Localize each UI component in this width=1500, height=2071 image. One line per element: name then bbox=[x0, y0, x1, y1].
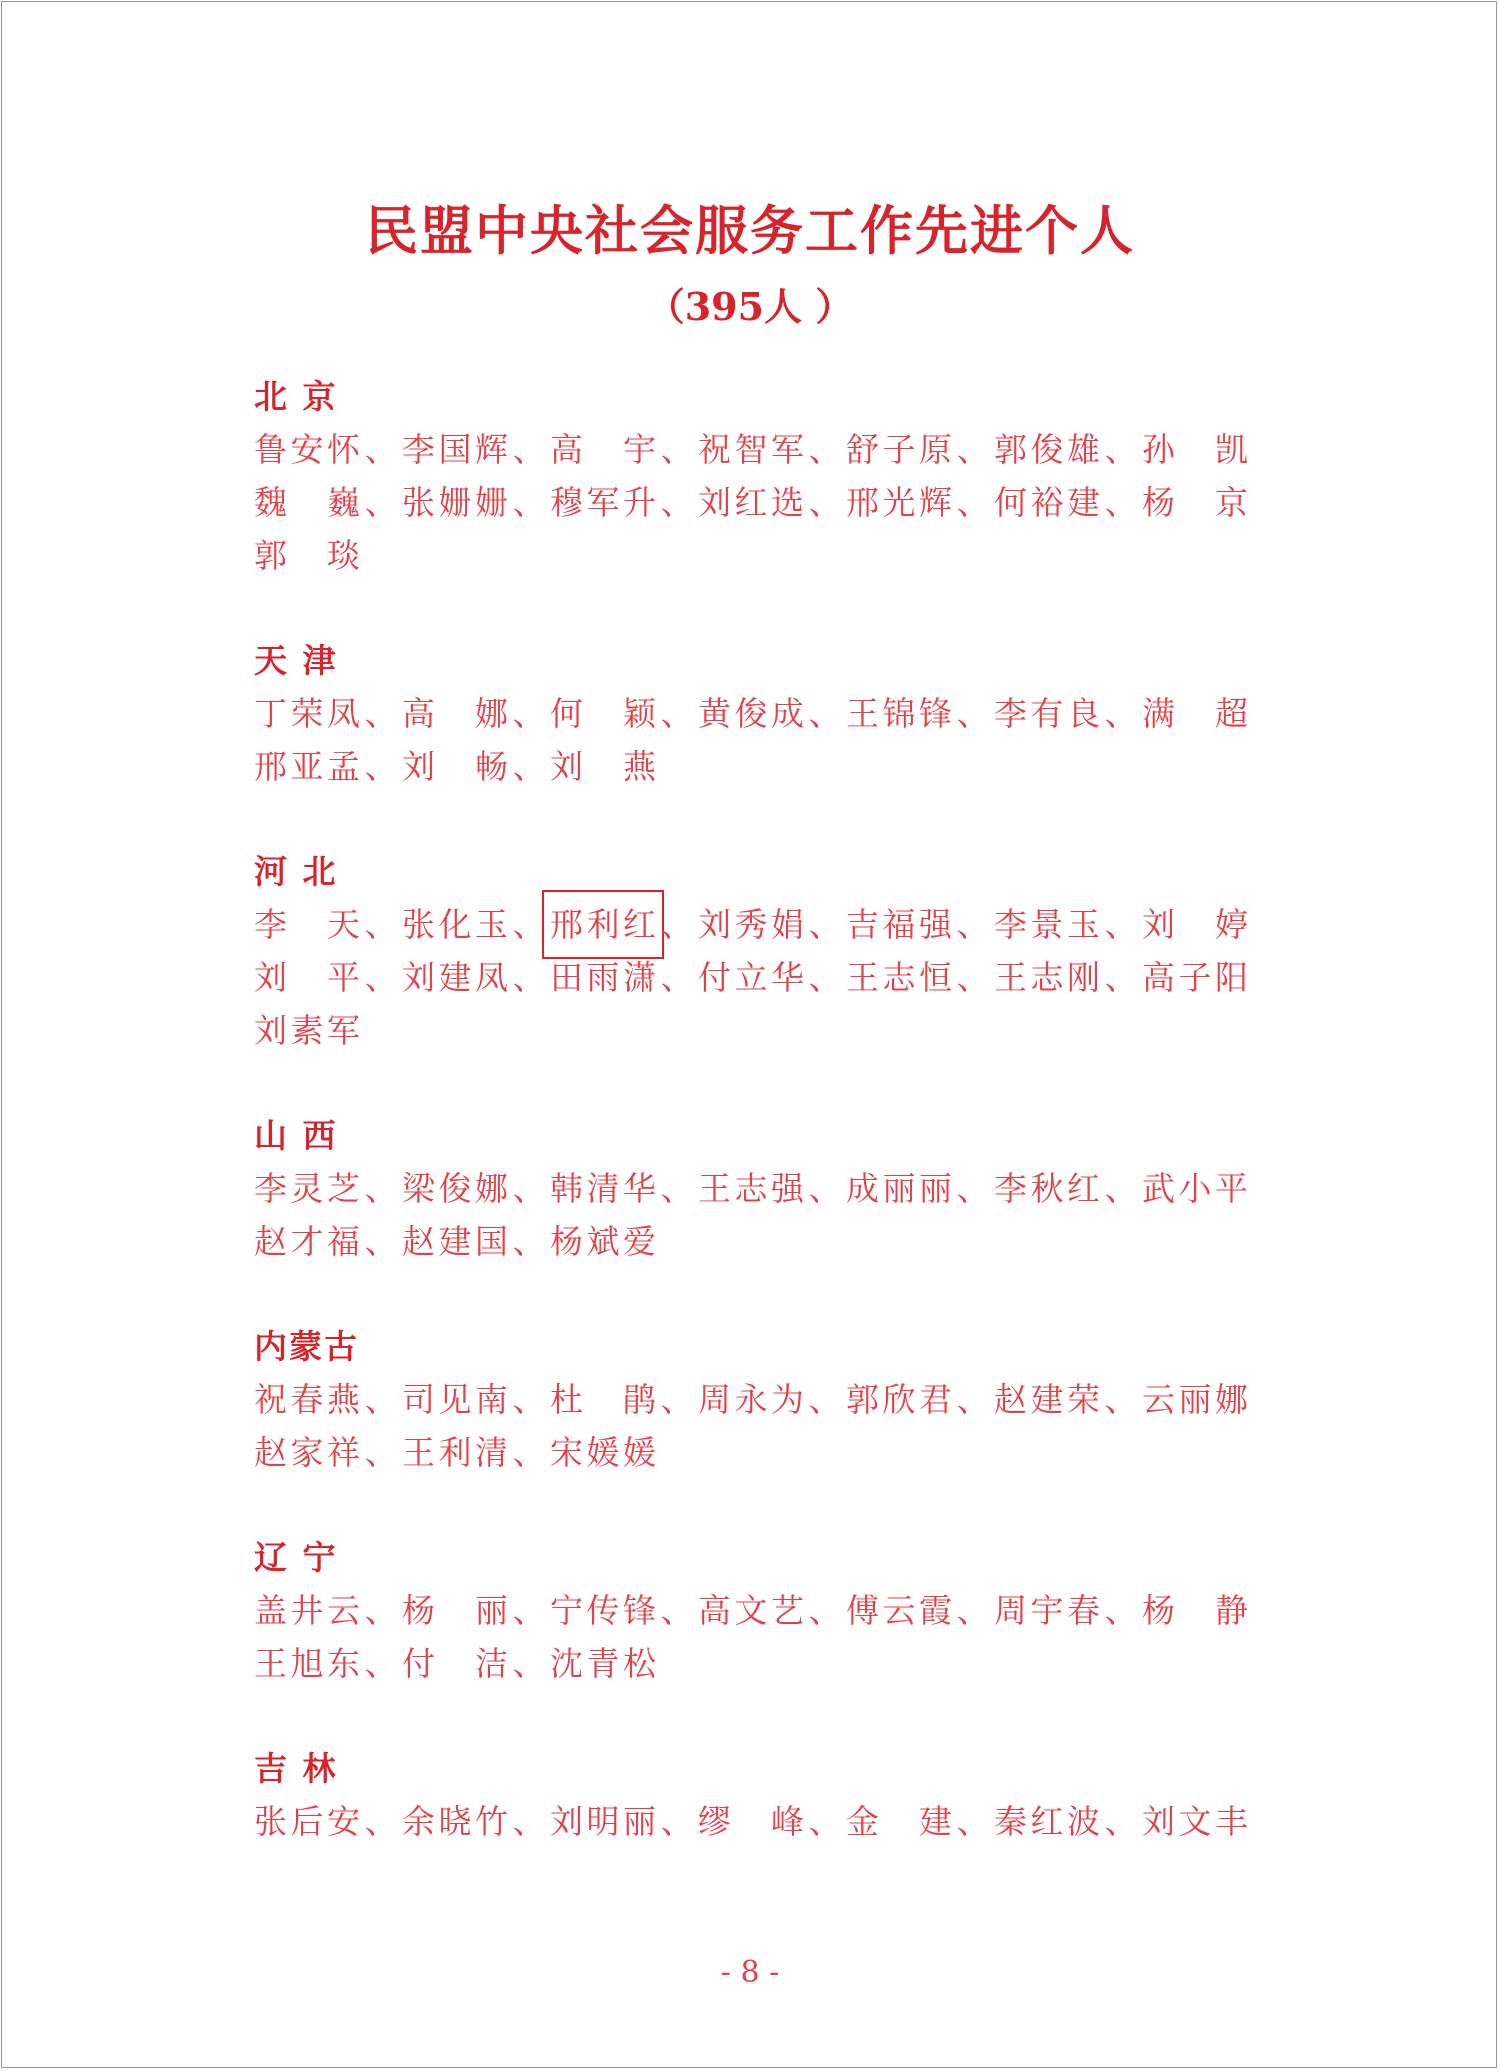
name-separator: 、 bbox=[512, 430, 546, 469]
person-name: 刘素军 bbox=[254, 1011, 360, 1050]
person-name: 郭俊雄 bbox=[994, 430, 1100, 469]
person-name: 刘明丽 bbox=[550, 1802, 656, 1841]
name-separator: 、 bbox=[364, 1802, 398, 1841]
name-separator: 、 bbox=[1104, 483, 1138, 522]
person-name: 傅云霞 bbox=[846, 1591, 952, 1630]
region-section bbox=[254, 845, 1254, 1057]
names-line bbox=[254, 1215, 1254, 1268]
person-name: 高文艺 bbox=[698, 1591, 804, 1630]
name-separator: 、 bbox=[808, 905, 842, 944]
names-line bbox=[254, 476, 1254, 529]
name-separator: 、 bbox=[808, 1802, 842, 1841]
person-name: 韩清华 bbox=[550, 1169, 656, 1208]
region-heading: 天 津 bbox=[254, 641, 338, 680]
person-name: 刘 畅 bbox=[402, 747, 508, 786]
name-separator: 、 bbox=[512, 1433, 546, 1472]
person-name: 吉福强 bbox=[846, 905, 952, 944]
person-name: 余晓竹 bbox=[402, 1802, 508, 1841]
name-separator: 、 bbox=[956, 1380, 990, 1419]
person-name: 盖井云 bbox=[254, 1591, 360, 1630]
page-subtitle: （395人 ） bbox=[646, 284, 854, 329]
name-separator: 、 bbox=[364, 747, 398, 786]
name-separator: 、 bbox=[364, 958, 398, 997]
region-heading: 吉 林 bbox=[254, 1749, 338, 1788]
region-heading: 河 北 bbox=[254, 852, 338, 891]
name-separator: 、 bbox=[660, 905, 694, 944]
names-line bbox=[254, 1004, 1254, 1057]
name-separator: 、 bbox=[808, 430, 842, 469]
page-number: - 8 - bbox=[720, 1955, 780, 1990]
person-name: 刘 平 bbox=[254, 958, 360, 997]
name-separator: 、 bbox=[512, 483, 546, 522]
name-separator: 、 bbox=[956, 1802, 990, 1841]
name-separator: 、 bbox=[364, 1433, 398, 1472]
person-name: 赵建荣 bbox=[994, 1380, 1100, 1419]
person-name: 张后安 bbox=[254, 1802, 360, 1841]
names-line bbox=[254, 529, 1254, 582]
names-line bbox=[254, 1373, 1254, 1426]
person-name: 王志刚 bbox=[994, 958, 1100, 997]
person-name: 邢亚孟 bbox=[254, 747, 360, 786]
person-name: 付 洁 bbox=[402, 1644, 508, 1683]
names-line bbox=[254, 1584, 1254, 1637]
person-name: 高 宇 bbox=[550, 430, 656, 469]
person-name: 刘红选 bbox=[698, 483, 804, 522]
name-separator: 、 bbox=[512, 905, 546, 944]
names-line bbox=[254, 687, 1254, 740]
name-separator: 、 bbox=[364, 1591, 398, 1630]
person-name: 李景玉 bbox=[994, 905, 1100, 944]
person-name: 周永为 bbox=[698, 1380, 804, 1419]
name-separator: 、 bbox=[1104, 1591, 1138, 1630]
person-name: 王志恒 bbox=[846, 958, 952, 997]
name-separator: 、 bbox=[1104, 1169, 1138, 1208]
region-section bbox=[254, 370, 1254, 582]
name-separator: 、 bbox=[956, 1591, 990, 1630]
person-name: 缪 峰 bbox=[698, 1802, 804, 1841]
name-separator: 、 bbox=[660, 958, 694, 997]
name-separator: 、 bbox=[1104, 1802, 1138, 1841]
region-section bbox=[254, 634, 1254, 793]
name-separator: 、 bbox=[808, 483, 842, 522]
person-name: 杨 静 bbox=[1142, 1591, 1248, 1630]
name-separator: 、 bbox=[512, 1380, 546, 1419]
name-separator: 、 bbox=[512, 694, 546, 733]
names-line bbox=[254, 1162, 1254, 1215]
name-separator: 、 bbox=[512, 1644, 546, 1683]
name-separator: 、 bbox=[660, 694, 694, 733]
names-line bbox=[254, 1426, 1254, 1479]
person-name: 付立华 bbox=[698, 958, 804, 997]
person-name: 李 天 bbox=[254, 905, 360, 944]
person-name: 王利清 bbox=[402, 1433, 508, 1472]
name-separator: 、 bbox=[1104, 694, 1138, 733]
name-separator: 、 bbox=[364, 1644, 398, 1683]
name-separator: 、 bbox=[956, 1169, 990, 1208]
person-name: 鲁安怀 bbox=[254, 430, 360, 469]
person-name: 梁俊娜 bbox=[402, 1169, 508, 1208]
name-separator: 、 bbox=[364, 694, 398, 733]
person-name: 舒子原 bbox=[846, 430, 952, 469]
person-name: 何 颖 bbox=[550, 694, 656, 733]
names-line bbox=[254, 1637, 1254, 1690]
name-separator: 、 bbox=[660, 483, 694, 522]
name-separator: 、 bbox=[808, 1380, 842, 1419]
person-name: 宁传锋 bbox=[550, 1591, 656, 1630]
name-separator: 、 bbox=[956, 430, 990, 469]
person-name: 沈青松 bbox=[550, 1644, 656, 1683]
name-separator: 、 bbox=[660, 1802, 694, 1841]
page-title: 民盟中央社会服务工作先进个人 bbox=[365, 200, 1135, 262]
names-line bbox=[254, 898, 1254, 951]
name-separator: 、 bbox=[956, 958, 990, 997]
name-separator: 、 bbox=[808, 958, 842, 997]
person-name: 满 超 bbox=[1142, 694, 1248, 733]
person-name: 李灵芝 bbox=[254, 1169, 360, 1208]
region-section bbox=[254, 1531, 1254, 1690]
person-name: 成丽丽 bbox=[846, 1169, 952, 1208]
person-name: 郭欣君 bbox=[846, 1380, 952, 1419]
person-name: 武小平 bbox=[1142, 1169, 1248, 1208]
person-name: 高 娜 bbox=[402, 694, 508, 733]
person-name: 杨 京 bbox=[1142, 483, 1248, 522]
person-name: 张化玉 bbox=[402, 905, 508, 944]
name-separator: 、 bbox=[660, 1169, 694, 1208]
name-separator: 、 bbox=[808, 1169, 842, 1208]
name-separator: 、 bbox=[660, 1591, 694, 1630]
names-line bbox=[254, 423, 1254, 476]
person-name: 祝智军 bbox=[698, 430, 804, 469]
name-separator: 、 bbox=[956, 694, 990, 733]
name-separator: 、 bbox=[512, 1169, 546, 1208]
person-name: 刘秀娟 bbox=[698, 905, 804, 944]
region-heading: 山 西 bbox=[254, 1116, 338, 1155]
person-name: 周宇春 bbox=[994, 1591, 1100, 1630]
name-separator: 、 bbox=[1104, 958, 1138, 997]
name-separator: 、 bbox=[364, 1169, 398, 1208]
person-name: 田雨潇 bbox=[550, 958, 656, 997]
person-name: 秦红波 bbox=[994, 1802, 1100, 1841]
name-separator: 、 bbox=[364, 905, 398, 944]
person-name: 赵才福 bbox=[254, 1222, 360, 1261]
region-heading: 北 京 bbox=[254, 377, 338, 416]
highlighted-person-name: 邢利红 bbox=[550, 898, 656, 951]
region-section bbox=[254, 1742, 1254, 1848]
person-name: 杜 鹃 bbox=[550, 1380, 656, 1419]
name-separator: 、 bbox=[364, 1222, 398, 1261]
person-name: 穆军升 bbox=[550, 483, 656, 522]
names-line bbox=[254, 740, 1254, 793]
person-name: 杨 丽 bbox=[402, 1591, 508, 1630]
name-separator: 、 bbox=[1104, 905, 1138, 944]
region-section bbox=[254, 1109, 1254, 1268]
person-name: 刘 婷 bbox=[1142, 905, 1248, 944]
person-name: 何裕建 bbox=[994, 483, 1100, 522]
person-name: 刘 燕 bbox=[550, 747, 656, 786]
region-section bbox=[254, 1320, 1254, 1479]
name-separator: 、 bbox=[364, 430, 398, 469]
region-heading: 辽 宁 bbox=[254, 1538, 338, 1577]
person-name: 赵家祥 bbox=[254, 1433, 360, 1472]
person-name: 祝春燕 bbox=[254, 1380, 360, 1419]
person-name: 邢光辉 bbox=[846, 483, 952, 522]
person-name: 黄俊成 bbox=[698, 694, 804, 733]
person-name: 宋媛媛 bbox=[550, 1433, 656, 1472]
name-separator: 、 bbox=[364, 483, 398, 522]
person-name: 王旭东 bbox=[254, 1644, 360, 1683]
name-separator: 、 bbox=[808, 694, 842, 733]
person-name: 云丽娜 bbox=[1142, 1380, 1248, 1419]
name-separator: 、 bbox=[956, 483, 990, 522]
person-name: 杨斌爱 bbox=[550, 1222, 656, 1261]
person-name: 李秋红 bbox=[994, 1169, 1100, 1208]
name-separator: 、 bbox=[1104, 430, 1138, 469]
person-name: 李有良 bbox=[994, 694, 1100, 733]
person-name: 丁荣凤 bbox=[254, 694, 360, 733]
person-name: 高子阳 bbox=[1142, 958, 1248, 997]
name-separator: 、 bbox=[808, 1591, 842, 1630]
person-name: 郭 琰 bbox=[254, 536, 360, 575]
name-separator: 、 bbox=[364, 1380, 398, 1419]
name-separator: 、 bbox=[512, 1591, 546, 1630]
names-line bbox=[254, 1795, 1254, 1848]
name-separator: 、 bbox=[1104, 1380, 1138, 1419]
person-name: 魏 巍 bbox=[254, 483, 360, 522]
name-separator: 、 bbox=[660, 430, 694, 469]
name-separator: 、 bbox=[512, 747, 546, 786]
person-name: 金 建 bbox=[846, 1802, 952, 1841]
person-name: 王志强 bbox=[698, 1169, 804, 1208]
person-name: 司见南 bbox=[402, 1380, 508, 1419]
name-separator: 、 bbox=[512, 958, 546, 997]
name-separator: 、 bbox=[512, 1802, 546, 1841]
person-name: 王锦锋 bbox=[846, 694, 952, 733]
name-separator: 、 bbox=[512, 1222, 546, 1261]
names-line bbox=[254, 951, 1254, 1004]
person-name: 张姗姗 bbox=[402, 483, 508, 522]
person-name: 刘建凤 bbox=[402, 958, 508, 997]
name-separator: 、 bbox=[660, 1380, 694, 1419]
person-name: 赵建国 bbox=[402, 1222, 508, 1261]
person-name: 李国辉 bbox=[402, 430, 508, 469]
region-heading: 内蒙古 bbox=[254, 1327, 359, 1366]
person-name: 刘文丰 bbox=[1142, 1802, 1248, 1841]
person-name: 孙 凯 bbox=[1142, 430, 1248, 469]
name-separator: 、 bbox=[956, 905, 990, 944]
